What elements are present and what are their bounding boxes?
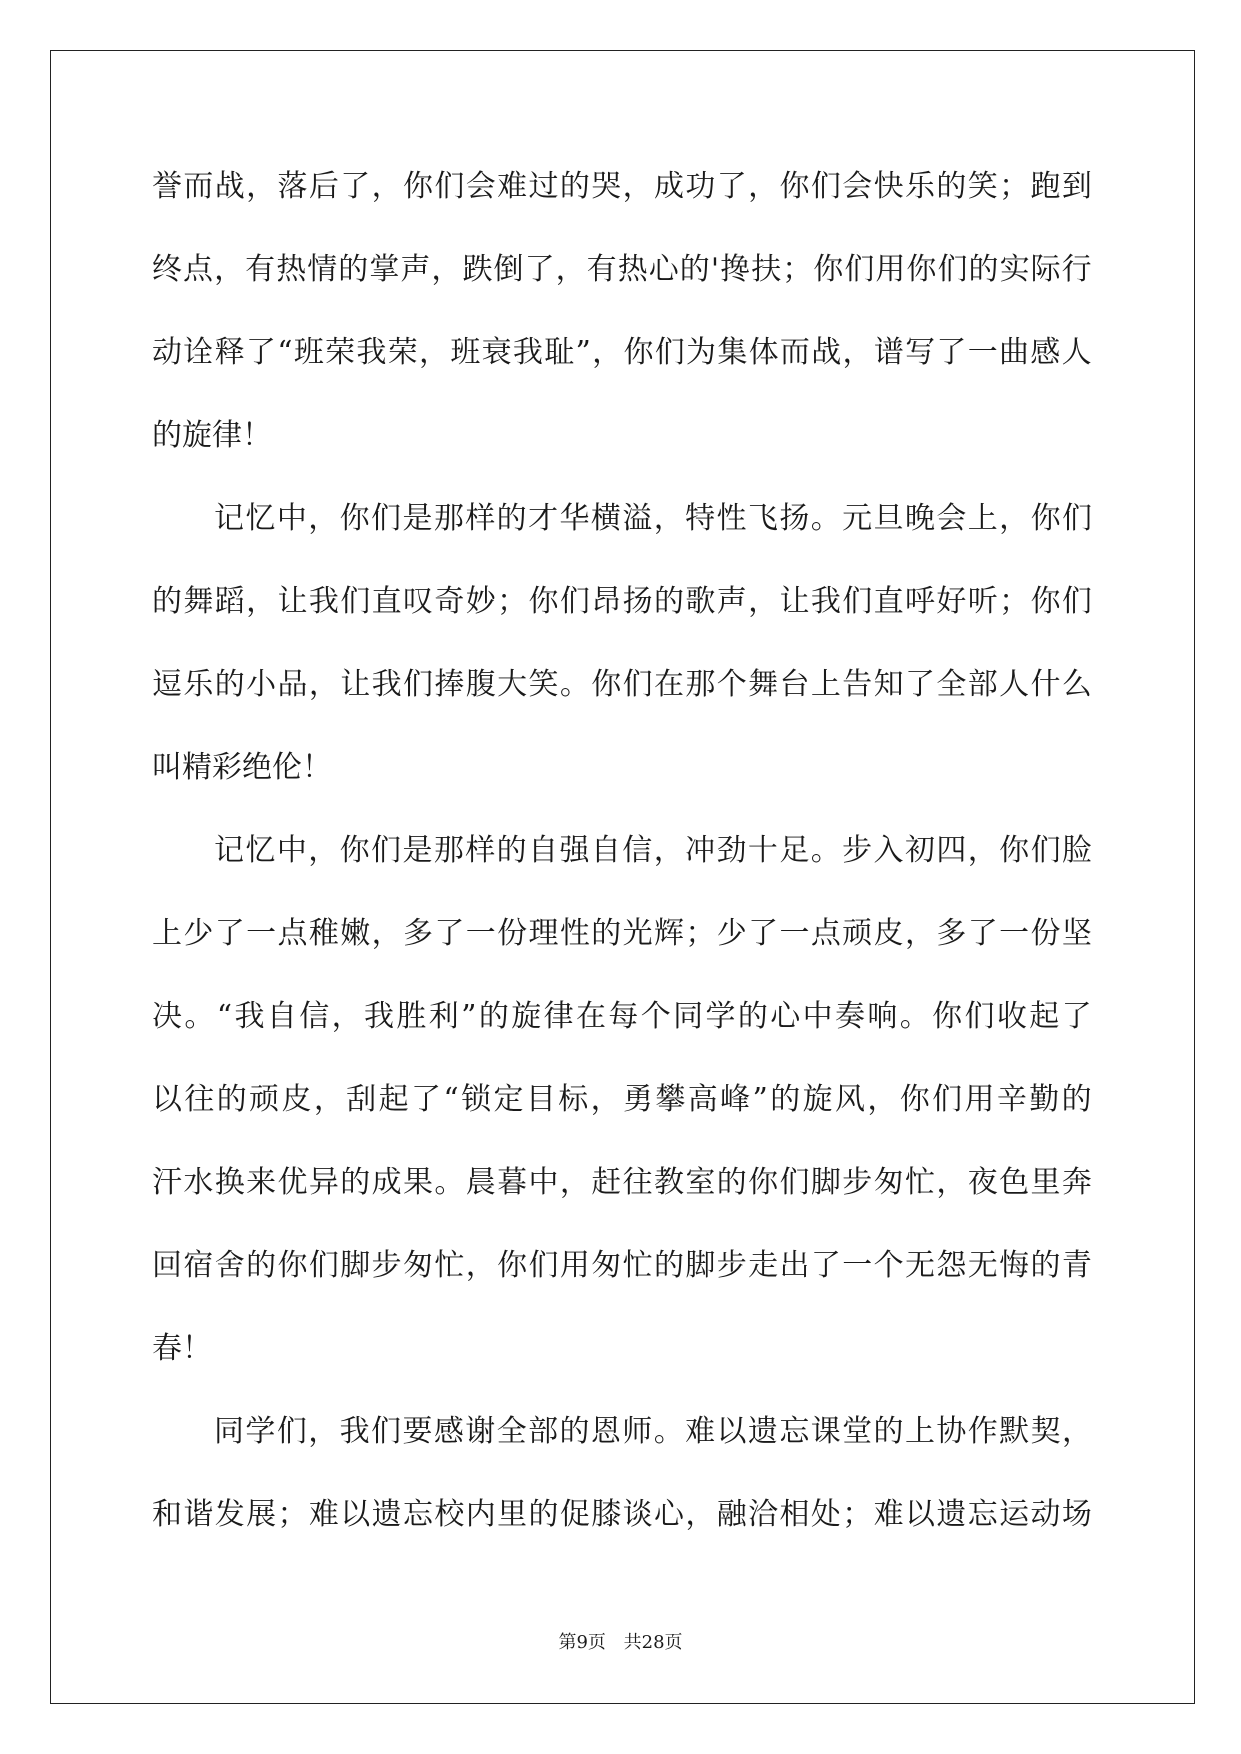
text-line: 决 。 “ 我 自 信 ， 我 胜 利 ” 的 旋 律 在 每 个 同 学 的 心 中 奏 响 。 你 们 收 起 了 <box>152 999 1092 1034</box>
page-footer <box>0 1628 1241 1654</box>
text-line: 汗 水 换 来 优 异 的 成 果 。 晨 暮 中 ， 赶 往 教 室 的 你 们 脚 步 匆 忙 ， 夜 色 里 奔 <box>152 1165 1092 1200</box>
text-line: 动 诠 释 了 “ 班 荣 我 荣 ， 班 衰 我 耻 ” ， 你 们 为 集 体 而 战 ， 谱 写 了 一 曲 感 人 <box>152 335 1092 370</box>
document-body <box>152 157 1092 1568</box>
page-total: 共28页 <box>623 1632 683 1653</box>
text-line: 同 学 们 ， 我 们 要 感 谢 全 部 的 恩 师 。 难 以 遗 忘 课 堂 的 上 协 作 默 契 ， <box>214 1414 1092 1449</box>
text-line: 终 点 ， 有 热 情 的 掌 声 ， 跌 倒 了 ， 有 热 心 的 ' 搀 扶 ； 你 们 用 你 们 的 实 际 行 <box>152 252 1092 287</box>
text-line: 的 旋 律 ！ <box>152 418 272 453</box>
text-line: 以 往 的 顽 皮 ， 刮 起 了 “ 锁 定 目 标 ， 勇 攀 高 峰 ” 的 旋 风 ， 你 们 用 辛 勤 的 <box>152 1082 1092 1117</box>
page-number: 第9页 <box>558 1632 606 1653</box>
text-line: 誉 而 战 ， 落 后 了 ， 你 们 会 难 过 的 哭 ， 成 功 了 ， 你 们 会 快 乐 的 笑 ； 跑 到 <box>152 169 1092 204</box>
text-line: 叫 精 彩 绝 伦 ！ <box>152 750 332 785</box>
text-line: 上 少 了 一 点 稚 嫩 ， 多 了 一 份 理 性 的 光 辉 ； 少 了 一 点 顽 皮 ， 多 了 一 份 坚 <box>152 916 1092 951</box>
text-line: 回 宿 舍 的 你 们 脚 步 匆 忙 ， 你 们 用 匆 忙 的 脚 步 走 出 了 一 个 无 怨 无 悔 的 青 <box>152 1248 1092 1283</box>
text-line: 的 舞 蹈 ， 让 我 们 直 叹 奇 妙 ； 你 们 昂 扬 的 歌 声 ， 让 我 们 直 呼 好 听 ； 你 们 <box>152 584 1092 619</box>
text-line: 记 忆 中 ， 你 们 是 那 样 的 自 强 自 信 ， 冲 劲 十 足 。 步 入 初 四 ， 你 们 脸 <box>214 833 1092 868</box>
text-line: 记 忆 中 ， 你 们 是 那 样 的 才 华 横 溢 ， 特 性 飞 扬 。 元 旦 晚 会 上 ， 你 们 <box>214 501 1092 536</box>
text-line: 逗 乐 的 小 品 ， 让 我 们 捧 腹 大 笑 。 你 们 在 那 个 舞 台 上 告 知 了 全 部 人 什 么 <box>152 667 1092 702</box>
text-line: 春 ！ <box>152 1331 212 1366</box>
text-line: 和 谐 发 展 ； 难 以 遗 忘 校 内 里 的 促 膝 谈 心 ， 融 洽 相 处 ； 难 以 遗 忘 运 动 场 <box>152 1497 1092 1532</box>
